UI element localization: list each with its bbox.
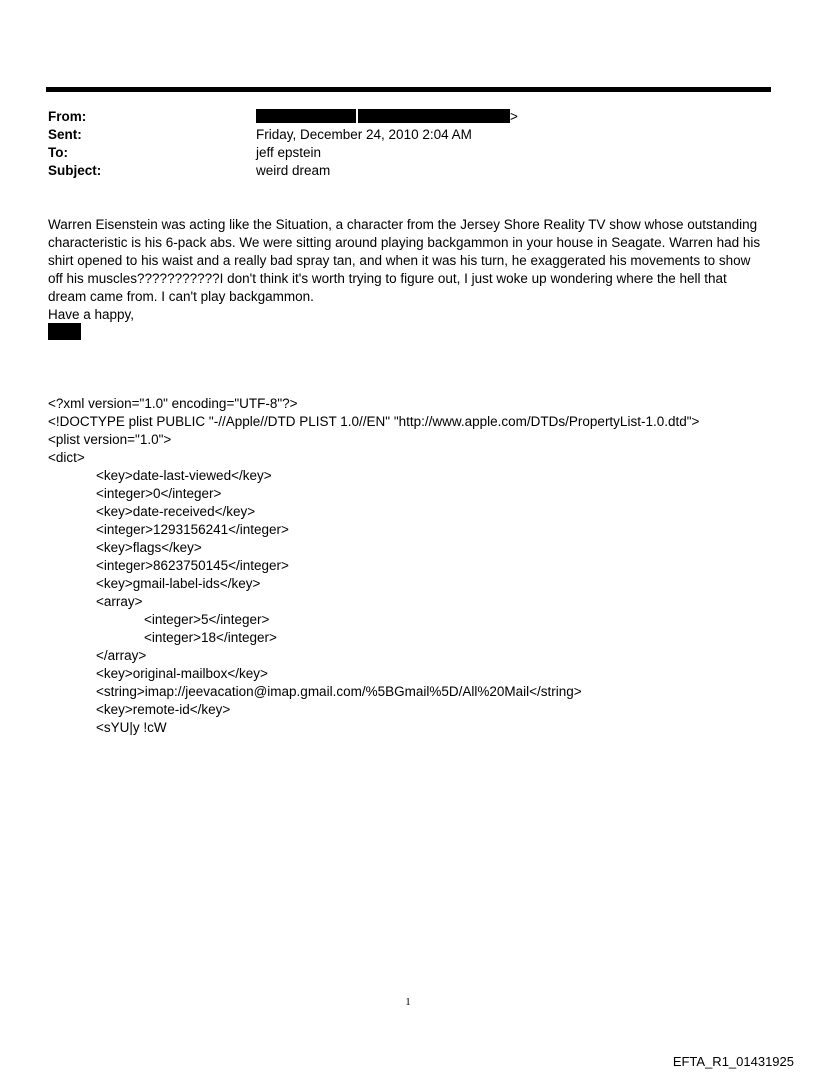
body-paragraph: Warren Eisenstein was acting like the Situation, a character from the Jersey Shore Reality TV show whose outstanding characteristic is his 6-pack abs. We were sitting around playing backgammon in your house in Seagate. Warren had his shirt opened to his waist and a really bad spray tan, and when it was his turn, he exaggerated his movements to show off his muscles???????????I don't think it's worth trying to figure out, I just woke up wondering where the hell that dream came from. I can't play backgammon. [48, 217, 761, 304]
subject-value: weird dream [256, 163, 331, 178]
from-value [256, 108, 518, 126]
xml-line: <key>flags</key> [96, 540, 202, 555]
plist-xml-block [48, 395, 699, 737]
xml-line: <!DOCTYPE plist PUBLIC "-//Apple//DTD PLIST 1.0//EN" "http://www.apple.com/DTDs/PropertyList-1.0.dtd"> [48, 414, 700, 429]
xml-line: <integer>8623750145</integer> [96, 558, 289, 573]
from-suffix: > [510, 109, 518, 124]
xml-line: <key>date-received</key> [96, 504, 256, 519]
xml-line: <key>original-mailbox</key> [96, 666, 268, 681]
from-redaction-2 [358, 109, 510, 123]
xml-line: <key>gmail-label-ids</key> [96, 576, 261, 591]
xml-line: <integer>5</integer> [144, 612, 270, 627]
from-redaction-1 [256, 109, 356, 123]
signature-redaction [48, 323, 81, 340]
xml-line: <?xml version="1.0" encoding="UTF-8"?> [48, 396, 298, 411]
xml-line: <plist version="1.0"> [48, 432, 172, 447]
xml-line: <key>date-last-viewed</key> [96, 468, 272, 483]
xml-line: <key>remote-id</key> [96, 702, 231, 717]
to-label: To: [48, 145, 68, 160]
document-id: EFTA_R1_01431925 [672, 1054, 794, 1069]
xml-line: </array> [96, 648, 147, 663]
xml-line: <array> [96, 594, 143, 609]
header-rule [46, 87, 771, 92]
email-body [48, 216, 768, 324]
subject-label: Subject: [48, 163, 102, 178]
xml-line: <string>imap://jeevacation@imap.gmail.com/%5BGmail%5D/All%20Mail</string> [96, 684, 582, 699]
xml-line: <integer>1293156241</integer> [96, 522, 289, 537]
xml-line: <integer>0</integer> [96, 486, 222, 501]
xml-line: <integer>18</integer> [144, 630, 277, 645]
page-number: 1 [405, 996, 411, 1008]
xml-line: <dict> [48, 450, 85, 465]
sent-label: Sent: [48, 127, 82, 142]
xml-line: <sYU|y !cW [96, 720, 167, 735]
sent-value: Friday, December 24, 2010 2:04 AM [256, 127, 472, 142]
body-closing: Have a happy, [48, 307, 135, 322]
from-label: From: [48, 109, 87, 124]
to-value: jeff epstein [256, 145, 322, 160]
